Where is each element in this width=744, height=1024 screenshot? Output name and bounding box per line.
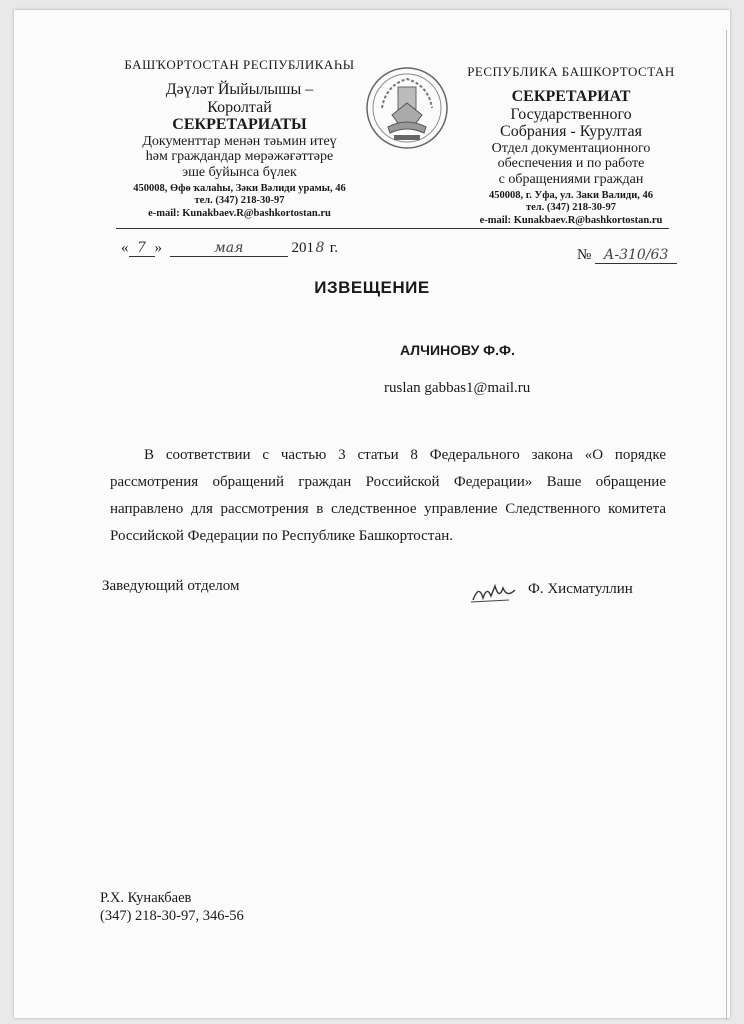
signatory-position: Заведующий отделом [102,578,240,594]
header-left-email: e-mail: Kunakbaev.R@bashkortostan.ru [148,208,331,220]
date-year-prefix: 201 [291,240,314,256]
header-right-line7: с обращениями граждан [498,171,644,187]
date-year-digit: 8 [315,240,325,256]
date-month: мая [170,240,288,257]
header-right-line6: обеспечения и по работе [497,156,645,172]
header-left-line6: һәм граждандар мөрәжәғәттәре [145,149,334,165]
coat-of-arms-emblem [364,65,450,151]
document-page [14,10,730,1018]
header-right-line3: Государственного [510,105,632,123]
addressee-email: ruslan gabbas1@mail.ru [384,380,531,396]
body-paragraph: В соответствии с частью 3 статьи 8 Федерального закона «О порядке рассмотрения обращений граждан Российской Федерации» Ваше обращение направлено для рассмотрения в следственное управление Следственного комитета Российской Федерации по Республике Башкортостан. [110,447,666,544]
document-date [121,240,338,257]
header-left-line3: Королтай [207,98,272,116]
number-value: А-310/63 [595,247,677,264]
header-right-address: 450008, г. Уфа, ул. Заки Валиди, 46 [488,190,654,202]
date-close-quote: » [154,240,162,256]
executor-block [100,889,244,925]
executor-phone: (347) 218-30-97, 346-56 [100,908,244,924]
date-day: 7 [129,240,155,257]
header-right-line1: РЕСПУБЛИКА БАШКОРТОСТАН [467,64,675,79]
date-suffix: г. [329,240,338,256]
header-right-email: e-mail: Kunakbaev.R@bashkortostan.ru [479,215,663,227]
addressee-name: АЛЧИНОВУ Ф.Ф. [400,342,515,358]
handwritten-signature [469,580,519,606]
header-left-phone: тел. (347) 218-30-97 [194,194,285,206]
header-left-line2: Дәүләт Йыйылышы – [165,81,314,99]
signatory-name: Ф. Хисматуллин [528,581,633,597]
header-right-line5: Отдел документационного [491,141,651,157]
header-left-line5: Документтар менән тәьмин итеү [142,134,337,150]
header-left [102,58,377,220]
header-left-line1: БАШҠОРТОСТАН РЕСПУБЛИКАҺЫ [124,57,355,72]
header-left-line7: эше буйынса бүлек [182,164,297,180]
header-left-org: СЕКРЕТАРИАТЫ [172,116,307,134]
header-right [466,65,676,227]
header-divider [116,228,669,229]
number-prefix: № [577,247,592,263]
executor-name: Р.Х. Кунакбаев [100,890,192,906]
header-right-phone: тел. (347) 218-30-97 [525,201,617,213]
date-open-quote: « [121,240,129,256]
scan-edge [726,30,727,1020]
header-right-org: СЕКРЕТАРИАТ [511,88,631,106]
document-title: ИЗВЕЩЕНИЕ [314,278,430,297]
header-left-address: 450008, Өфө ҡалаһы, Зәки Вәлиди урамы, 46 [133,183,346,195]
header-right-line4: Собрания - Курултая [500,123,642,141]
document-number [577,247,677,264]
